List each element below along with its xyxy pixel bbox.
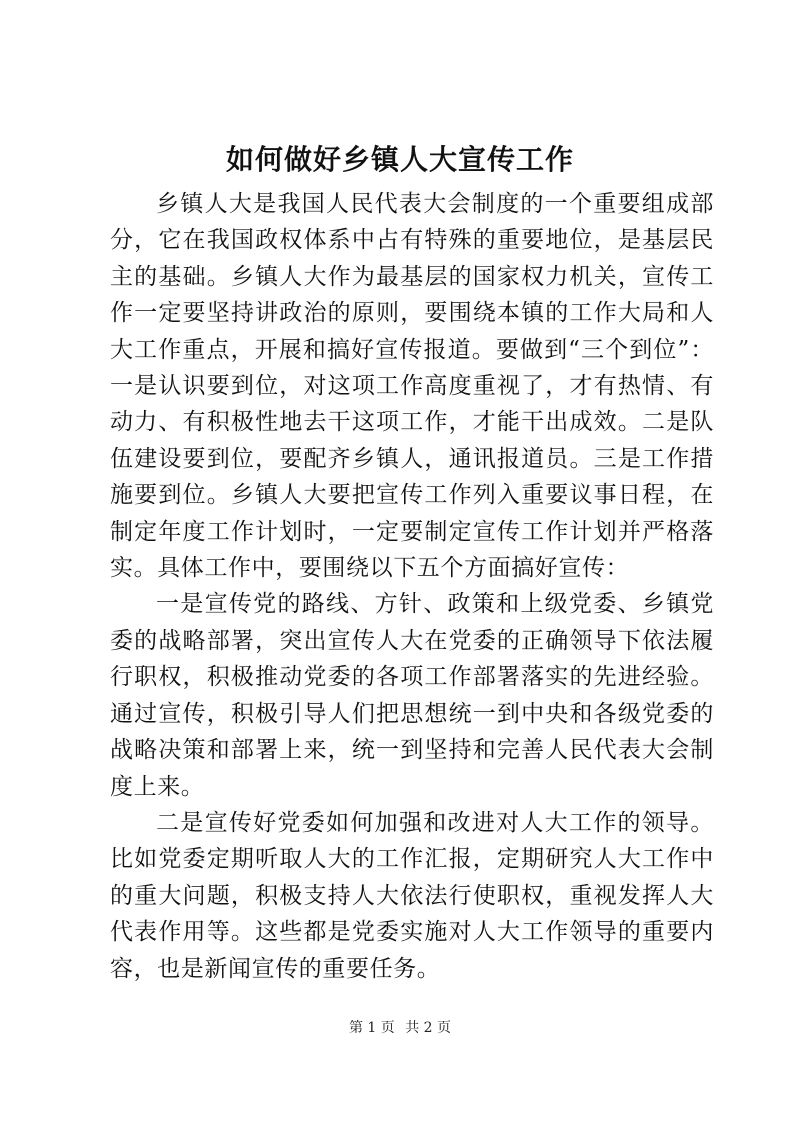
paragraph-1: 乡镇人大是我国人民代表大会制度的一个重要组成部分，它在我国政权体系中占有特殊的重要地位，是基层民主的基础。乡镇人大作为最基层的国家权力机关，宣传工作一定要坚持讲政治的原则，要围绕本镇的工作大局和人大工作重点，开展和搞好宣传报道。要做到“三个到位”：一是认识要到位，对这项工作高度重视了，才有热情、有动力、有积极性地去干这项工作，才能干出成效。二是队伍建设要到位，要配齐乡镇人，通讯报道员。三是工作措施要到位。乡镇人大要把宣传工作列入重要议事日程，在制定年度工作计划时，一定要制定宣传工作计划并严格落实。具体工作中，要围绕以下五个方面搞好宣传： <box>110 191 714 582</box>
page-number: 第 1 页 <box>348 1020 395 1036</box>
paragraph-3: 二是宣传好党委如何加强和改进对人大工作的领导。比如党委定期听取人大的工作汇报，定期研究人大工作中的重大问题，积极支持人大依法行使职权，重视发挥人大代表作用等。这些都是党委实施对人大工作领导的重要内容，也是新闻宣传的重要任务。 <box>110 809 714 982</box>
document-body <box>110 186 714 987</box>
paragraph-2: 一是宣传党的路线、方针、政策和上级党委、乡镇党委的战略部署，突出宣传人大在党委的正确领导下依法履行职权，积极推动党委的各项工作部署落实的先进经验。通过宣传，积极引导人们把思想统一到中央和各级党委的战略决策和部署上来，统一到坚持和完善人民代表大会制度上来。 <box>110 591 714 800</box>
document-title: 如何做好乡镇人大宣传工作 <box>225 143 574 176</box>
page-total: 共 2 页 <box>405 1020 452 1036</box>
page-footer <box>0 1018 800 1038</box>
